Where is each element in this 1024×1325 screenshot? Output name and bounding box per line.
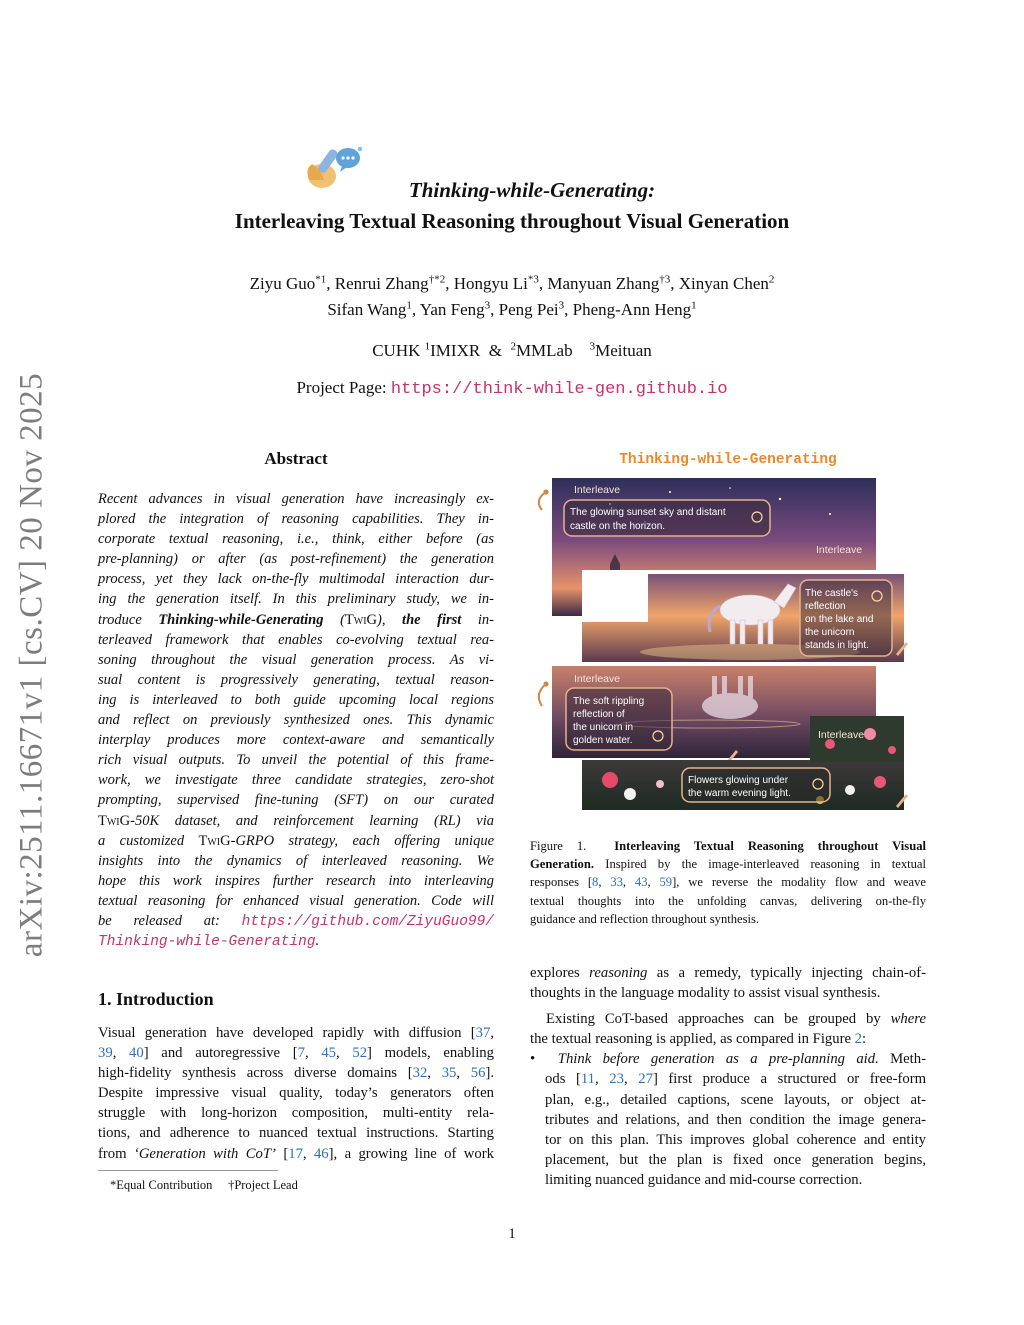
figure-title: Thinking-while-Generating xyxy=(619,452,837,468)
text-run: , xyxy=(598,875,611,890)
text-run: Interleaving Textual Reasoning throughout Visual xyxy=(614,839,926,853)
abstract-body xyxy=(98,489,494,951)
author-name: Ziyu Guo xyxy=(249,274,316,293)
text-run: Think before generation as a pre-planning aid. xyxy=(557,1051,879,1068)
text-run: in- xyxy=(461,611,494,628)
affil-sup: 2 xyxy=(510,340,516,353)
citation-link[interactable]: 45 xyxy=(321,1045,336,1062)
author-name: Xinyan Chen xyxy=(678,274,769,293)
author-name: Pheng-Ann Heng xyxy=(572,300,692,319)
citation-link[interactable]: 23 xyxy=(609,1071,624,1088)
intro-body xyxy=(98,1023,494,1164)
arxiv-id-text: arXiv:2511.16671v1 [cs.CV] 20 Nov 2025 xyxy=(13,372,50,958)
body-line xyxy=(530,1029,926,1049)
citation-link[interactable]: 8 xyxy=(592,875,599,890)
interleave-tag: Interleave xyxy=(818,729,865,741)
abstract-line: soning throughout the visual generation process. As vi- xyxy=(98,651,494,668)
code-url-link[interactable]: https://github.com/ZiyuGuo99/ xyxy=(241,913,494,930)
text-run: , xyxy=(456,1065,471,1082)
caption-line: textual thoughts into the unfolding canvas, delivering on-the-fly xyxy=(530,893,926,908)
footnote-equal: *Equal Contribution xyxy=(110,1178,213,1192)
thought-bubble-1: The glowing sunset sky and distant castle on the horizon. xyxy=(570,507,726,532)
intro-line xyxy=(98,1043,494,1063)
text-run: ] first produce a structured or free-form xyxy=(652,1071,927,1088)
text-run: [ xyxy=(275,1145,289,1162)
thought-bubble-3: The soft rippling reflection of the unicorn in golden water. xyxy=(573,696,645,746)
body-line: tributes and relations, and then condition the image genera- xyxy=(545,1111,926,1128)
citation-link[interactable]: 56 xyxy=(470,1065,486,1082)
text-run: ods [ xyxy=(545,1071,581,1088)
text-run: , xyxy=(336,1045,353,1062)
abstract-line: Recent advances in visual generation have increasingly ex- xyxy=(98,491,494,507)
citation-link[interactable]: 11 xyxy=(580,1071,596,1088)
text-run: , xyxy=(595,1071,610,1088)
author-affil: †3 xyxy=(659,273,671,286)
abstract-line xyxy=(98,831,494,851)
body-line xyxy=(530,1049,926,1069)
author-affil: 1 xyxy=(406,299,412,312)
footnote-lead: †Project Lead xyxy=(228,1178,298,1192)
text-run: Meth- xyxy=(878,1051,926,1068)
abstract-line: textual reasoning for enhanced visual generation. Code will xyxy=(98,892,494,909)
abstract-heading: Abstract xyxy=(264,449,328,468)
text-run: TwiG xyxy=(98,812,131,829)
page-number: 1 xyxy=(508,1226,516,1242)
body-line xyxy=(530,1009,926,1029)
citation-link[interactable]: 39 xyxy=(98,1045,113,1062)
authors-line-1: Ziyu Guo$^{*1}$, Renrui Zhang$^{\dagger*2}$, Hongyu Li$^{*3}$, Manyuan Zhang$^{\dagger 3}$, Xinyan Chen$^2$ xyxy=(249,273,775,293)
intro-line xyxy=(98,1144,494,1164)
interleave-tag: Interleave xyxy=(574,484,621,496)
text-run: Existing CoT-based approaches can be grouped by xyxy=(546,1011,891,1028)
text-run: the first xyxy=(402,611,462,628)
abstract-line: process, yet they lack on-the-fly multimodal interaction dur- xyxy=(98,571,494,588)
text-run: -50K dataset, and reinforcement learning (RL) via xyxy=(130,812,494,829)
abstract-line xyxy=(98,811,494,831)
text-run: , xyxy=(304,1045,322,1062)
figure-1-illustration xyxy=(530,444,926,824)
author-affil: †*2 xyxy=(428,273,446,286)
text-run: reasoning xyxy=(589,965,648,981)
author-affil: 3 xyxy=(558,299,565,312)
figure-1-caption xyxy=(530,837,926,928)
citation-link[interactable]: 40 xyxy=(129,1045,144,1062)
author-affil: *3 xyxy=(527,273,539,286)
text-run: ] and autoregressive [ xyxy=(143,1045,298,1062)
intro-line: tions, and adherence to nuanced textual instructions. Starting xyxy=(98,1125,494,1142)
abstract-line: pre-planning) or after (as post-refinement) the generation xyxy=(98,551,494,568)
body-line: plan, e.g., detailed captions, scene layouts, or object at- xyxy=(545,1091,926,1108)
abstract-line: rich visual outputs. To unveil the potential of this frame- xyxy=(98,752,494,769)
text-run: responses [ xyxy=(530,875,593,890)
abstract-line xyxy=(98,931,494,951)
interleave-tag: Interleave xyxy=(574,673,621,685)
text-run: a customized xyxy=(98,832,199,849)
figure-ref-link[interactable]: 2 xyxy=(854,1031,863,1048)
text-run: Generation. xyxy=(530,857,595,872)
text-run: Figure 1. xyxy=(530,839,587,853)
text-run: -GRPO strategy, each offering unique xyxy=(230,832,494,849)
citation-link[interactable]: 27 xyxy=(638,1071,653,1088)
text-run: ] models, enabling xyxy=(367,1045,494,1062)
text-run: . xyxy=(315,933,320,950)
affil-amp: & xyxy=(488,341,502,360)
author-name: Yan Feng xyxy=(419,300,485,319)
text-run: Inspired by the image-interleaved reasoning in textual xyxy=(594,857,926,872)
author-affil: 2 xyxy=(768,273,775,286)
text-run: from xyxy=(98,1145,134,1162)
text-run: Visual generation have developed rapidly with diffusion [ xyxy=(98,1025,476,1041)
affil-sup: 3 xyxy=(589,340,596,353)
text-run: Thinking-while-Generating xyxy=(158,611,324,628)
text-run: , xyxy=(647,875,660,890)
thought-bubble-4: Flowers glowing under the warm evening light. xyxy=(688,775,791,799)
abstract-line xyxy=(98,610,494,630)
interleave-tag: Interleave xyxy=(816,544,863,556)
text-run: the textual reasoning is applied, as compared in Figure xyxy=(530,1031,855,1048)
abstract-line: prompting, supervised fine-tuning (SFT) on our curated xyxy=(98,792,494,809)
body-line: placement, but the plan is fixed once generation begins, xyxy=(545,1151,926,1168)
author-name: Sifan Wang xyxy=(327,300,407,319)
affil-mmlab: MMLab xyxy=(515,341,573,360)
text-run: where xyxy=(890,1011,926,1028)
paper-title-line-1: Thinking-while-Generating: xyxy=(408,178,656,202)
caption-line xyxy=(530,855,926,873)
abstract-line: ing is interleaved to both guide upcoming local regions xyxy=(98,691,494,708)
text-run: , xyxy=(427,1065,442,1082)
citation-link[interactable]: 7 xyxy=(297,1045,305,1062)
text-run: , xyxy=(302,1145,314,1162)
code-url-link[interactable]: Thinking-while-Generating xyxy=(98,934,316,951)
author-affil: *1 xyxy=(315,273,327,286)
citation-link[interactable]: 46 xyxy=(313,1145,329,1162)
text-run: high-fidelity synthesis across diverse domains [ xyxy=(98,1065,413,1082)
author-affil: 3 xyxy=(484,299,491,312)
affil-meituan: Meituan xyxy=(595,341,652,360)
abstract-line: and reflect on previously synthesized ones. This dynamic xyxy=(98,712,494,729)
text-run: as a remedy, typically injecting chain-of- xyxy=(647,965,926,981)
body-line xyxy=(530,963,926,983)
citation-link[interactable]: 33 xyxy=(610,875,623,890)
intro-line xyxy=(98,1023,494,1043)
abstract-line: plored the integration of reasoning capabilities. They in- xyxy=(98,511,494,528)
intro-line: struggle with long-horizon composition, multi-entity rela- xyxy=(98,1105,494,1122)
citation-link[interactable]: 37 xyxy=(475,1025,491,1041)
bullet: • xyxy=(530,1051,536,1068)
text-run: , xyxy=(622,875,635,890)
abstract-line: hope this work inspires further research into interleaving xyxy=(98,872,494,889)
text-run: ), xyxy=(377,611,403,628)
paper-title-line-2: Interleaving Textual Reasoning throughout Visual Generation xyxy=(234,209,790,233)
abstract-line: sual content is progressively generating, textual reason- xyxy=(98,671,494,688)
text-run: be released at: xyxy=(98,912,242,929)
author-name: Manyuan Zhang xyxy=(547,274,660,293)
text-run: TwiG xyxy=(198,832,231,849)
text-run: ]. xyxy=(485,1065,495,1082)
caption-line xyxy=(530,873,926,891)
intro-heading: 1. Introduction xyxy=(98,989,214,1009)
text-run: , xyxy=(623,1071,639,1088)
text-run: troduce xyxy=(98,611,159,628)
thought-bubble-2: The castle's reflection on the lake and the unicorn stands in light. xyxy=(805,588,874,651)
text-run: , xyxy=(490,1025,494,1041)
citation-link[interactable]: 52 xyxy=(352,1045,368,1062)
text-run: ( xyxy=(323,611,345,628)
citation-link[interactable]: 35 xyxy=(441,1065,457,1082)
author-name: Renrui Zhang xyxy=(334,274,429,293)
text-run: , xyxy=(112,1045,130,1062)
project-url-link[interactable]: https://think-while-gen.github.io xyxy=(390,380,728,399)
author-name: Hongyu Li xyxy=(453,274,528,293)
project-page xyxy=(0,378,1024,399)
body-line: limiting nuanced guidance and mid-course correction. xyxy=(545,1171,863,1188)
text-run: : xyxy=(862,1031,867,1048)
project-label: Project Page: xyxy=(296,378,387,397)
arxiv-stamp xyxy=(14,370,50,960)
citation-link[interactable]: 59 xyxy=(659,875,673,890)
caption-line: guidance and reflection throughout synthesis. xyxy=(530,911,760,926)
intro-line: Despite impressive visual quality, today’s generators often xyxy=(98,1085,494,1102)
text-run: ‘Generation with CoT’ xyxy=(133,1145,276,1162)
intro-line xyxy=(98,1063,494,1083)
abstract-line: terleaved framework that enables co-evolving textual rea- xyxy=(98,631,494,648)
right-column-body xyxy=(530,963,926,1190)
abstract-line xyxy=(98,911,494,931)
author-affil: 1 xyxy=(691,299,697,312)
abstract-line: insights into the dynamics of interleaved reasoning. We xyxy=(98,852,494,869)
text-run: ], a growing line of work xyxy=(328,1145,494,1162)
affiliations xyxy=(0,341,1024,361)
citation-link[interactable]: 17 xyxy=(288,1145,303,1162)
footnote xyxy=(110,1178,298,1193)
affil-imixr: IMIXR xyxy=(430,341,481,360)
body-line: thoughts in the language modality to assist visual synthesis. xyxy=(530,985,881,1002)
abstract-line: work, we investigate three candidate strategies, zero-shot xyxy=(98,772,494,789)
abstract-line: corporate textual reasoning, i.e., think, either before (as xyxy=(98,531,494,548)
body-line xyxy=(530,1069,926,1089)
affil-sup: 1 xyxy=(424,340,431,353)
abstract-line: interplay produces more context-aware and semantically xyxy=(98,732,494,749)
text-run: TwiG xyxy=(344,611,378,628)
body-line: tor on this plan. This improves global coherence and entity xyxy=(545,1131,926,1148)
affil-cuhk: CUHK xyxy=(372,341,421,360)
caption-line xyxy=(530,837,926,855)
abstract-line: ing the generation itself. In this preliminary study, we in- xyxy=(98,591,494,608)
citation-link[interactable]: 43 xyxy=(634,875,648,890)
text-run: explores xyxy=(530,965,590,981)
author-name: Peng Pei xyxy=(498,300,559,319)
citation-link[interactable]: 32 xyxy=(412,1065,428,1082)
authors-line-2: Sifan Wang$^1$, Yan Feng$^3$, Peng Pei$^3$, Pheng-Ann Heng$^1$ xyxy=(327,299,697,319)
footnote-divider xyxy=(98,1170,278,1171)
text-run: ], we reverse the modality flow and weave xyxy=(672,875,927,890)
